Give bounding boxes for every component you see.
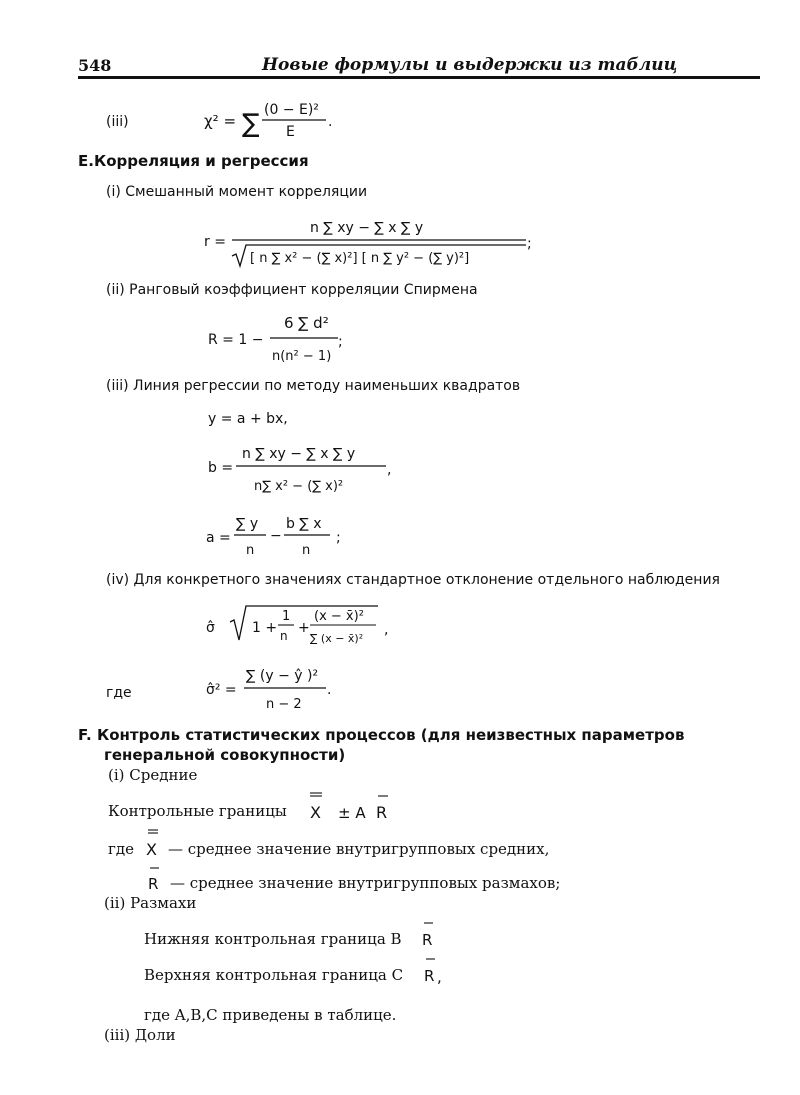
where-label-f: где bbox=[108, 840, 134, 858]
r-lhs: r = bbox=[204, 234, 226, 250]
r-bar-symbol bbox=[144, 860, 168, 894]
a-lhs: a = bbox=[206, 530, 231, 546]
control-limits-expr bbox=[306, 790, 396, 824]
chi-denominator: E bbox=[286, 124, 295, 140]
correlation-formula bbox=[200, 212, 540, 272]
b-lhs: b = bbox=[208, 460, 234, 476]
spearman-formula bbox=[200, 306, 360, 368]
sigma2-lhs: σ̂² = bbox=[206, 682, 237, 698]
sigma-hat: σ̂ bbox=[206, 620, 215, 636]
a-frac2-den: n bbox=[302, 543, 311, 558]
item-std-deviation: (iv) Для конкретного значениях стандартное отклонение отдельного наблюдения bbox=[106, 572, 720, 588]
b-denominator: n∑ x² − (∑ x)² bbox=[254, 479, 344, 494]
plus-minus-A: ± A bbox=[338, 804, 366, 822]
svg-text:R: R bbox=[422, 931, 433, 949]
sigma2-numerator: ∑ (y − ŷ )² bbox=[246, 668, 319, 684]
regression-line: y = a + bx, bbox=[208, 411, 288, 427]
lower-limit-label: Нижняя контрольная граница B bbox=[144, 930, 402, 948]
svg-text:X: X bbox=[146, 840, 157, 859]
section-f-title-line2: генеральной совокупности) bbox=[104, 746, 346, 764]
sigma-frac2-num: (x − x̄)² bbox=[314, 609, 364, 624]
svg-text:,: , bbox=[387, 462, 392, 478]
svg-text:,: , bbox=[437, 968, 442, 986]
header-rule bbox=[78, 76, 760, 79]
where-label: где bbox=[106, 685, 132, 701]
chi-lhs: χ² = bbox=[204, 112, 237, 130]
r-bar: R bbox=[376, 803, 388, 822]
std-dev-formula bbox=[200, 598, 400, 656]
period: . bbox=[328, 114, 333, 130]
a-frac1-den: n bbox=[246, 543, 255, 558]
control-limits-label: Контрольные границы bbox=[108, 802, 287, 820]
R-denominator: n(n² − 1) bbox=[272, 349, 332, 364]
sigma2-denominator: n − 2 bbox=[266, 697, 302, 712]
section-e-title: E.Корреляция и регрессия bbox=[78, 152, 309, 170]
R-lhs: R = 1 − bbox=[208, 332, 264, 348]
section-f-title-line1: F. Контроль статистических процессов (для неизвестных параметров bbox=[78, 726, 685, 744]
a-frac1-num: ∑ y bbox=[236, 516, 259, 532]
x-double-bar-symbol bbox=[142, 826, 166, 860]
abc-note: где A,B,C приведены в таблице. bbox=[144, 1006, 397, 1024]
chi-square-formula bbox=[200, 96, 360, 144]
r-numerator: n ∑ xy − ∑ x ∑ y bbox=[310, 220, 424, 236]
svg-text:−: − bbox=[270, 528, 282, 544]
sigma-frac2-den: ∑ (x − x̄)² bbox=[310, 632, 364, 645]
variance-formula bbox=[200, 662, 360, 718]
svg-text:+: + bbox=[298, 620, 310, 636]
b-numerator: n ∑ xy − ∑ x ∑ y bbox=[242, 446, 356, 462]
rbar-description: — среднее значение внутригрупповых размахов; bbox=[170, 874, 561, 892]
item-mixed-moment: (i) Смешанный момент корреляции bbox=[106, 184, 368, 200]
r-denominator: [ n ∑ x² − (∑ x)²] [ n ∑ y² − (∑ y)²] bbox=[250, 251, 470, 266]
item-regression: (iii) Линия регрессии по методу наименьших квадратов bbox=[106, 378, 521, 394]
item-ranges: (ii) Размахи bbox=[104, 894, 197, 912]
svg-text:;: ; bbox=[338, 334, 343, 350]
intercept-formula bbox=[200, 510, 360, 562]
sigma-frac1-den: n bbox=[280, 629, 288, 643]
svg-text:R: R bbox=[148, 875, 159, 893]
sum-sign: ∑ bbox=[242, 109, 260, 139]
upper-limit-label: Верхняя контрольная граница C bbox=[144, 966, 404, 984]
xbar-description: — среднее значение внутригрупповых средних, bbox=[168, 840, 550, 858]
a-frac2-num: b ∑ x bbox=[286, 516, 322, 532]
page-number: 548 bbox=[78, 56, 112, 75]
item-spearman: (ii) Ранговый коэффициент корреляции Спирмена bbox=[106, 282, 478, 298]
R-numerator: 6 ∑ d² bbox=[284, 314, 329, 332]
r-bar-lower bbox=[418, 916, 442, 950]
item-proportions: (iii) Доли bbox=[104, 1026, 176, 1044]
chi-numerator: (0 − E)² bbox=[264, 102, 319, 118]
r-bar-upper bbox=[420, 952, 450, 986]
svg-text:.: . bbox=[327, 682, 332, 698]
x-double-bar: X bbox=[310, 803, 321, 822]
item-means: (i) Средние bbox=[108, 766, 198, 784]
sigma-one: 1 + bbox=[252, 620, 278, 636]
sigma-frac1-num: 1 bbox=[282, 609, 291, 624]
slope-formula bbox=[200, 438, 400, 500]
chi-label: (iii) bbox=[106, 114, 129, 130]
svg-text:;: ; bbox=[336, 530, 341, 546]
svg-text:;: ; bbox=[527, 236, 532, 252]
running-title: Новые формулы и выдержки из таблиц bbox=[262, 55, 678, 75]
svg-text:,: , bbox=[384, 622, 389, 638]
svg-text:R: R bbox=[424, 967, 435, 985]
